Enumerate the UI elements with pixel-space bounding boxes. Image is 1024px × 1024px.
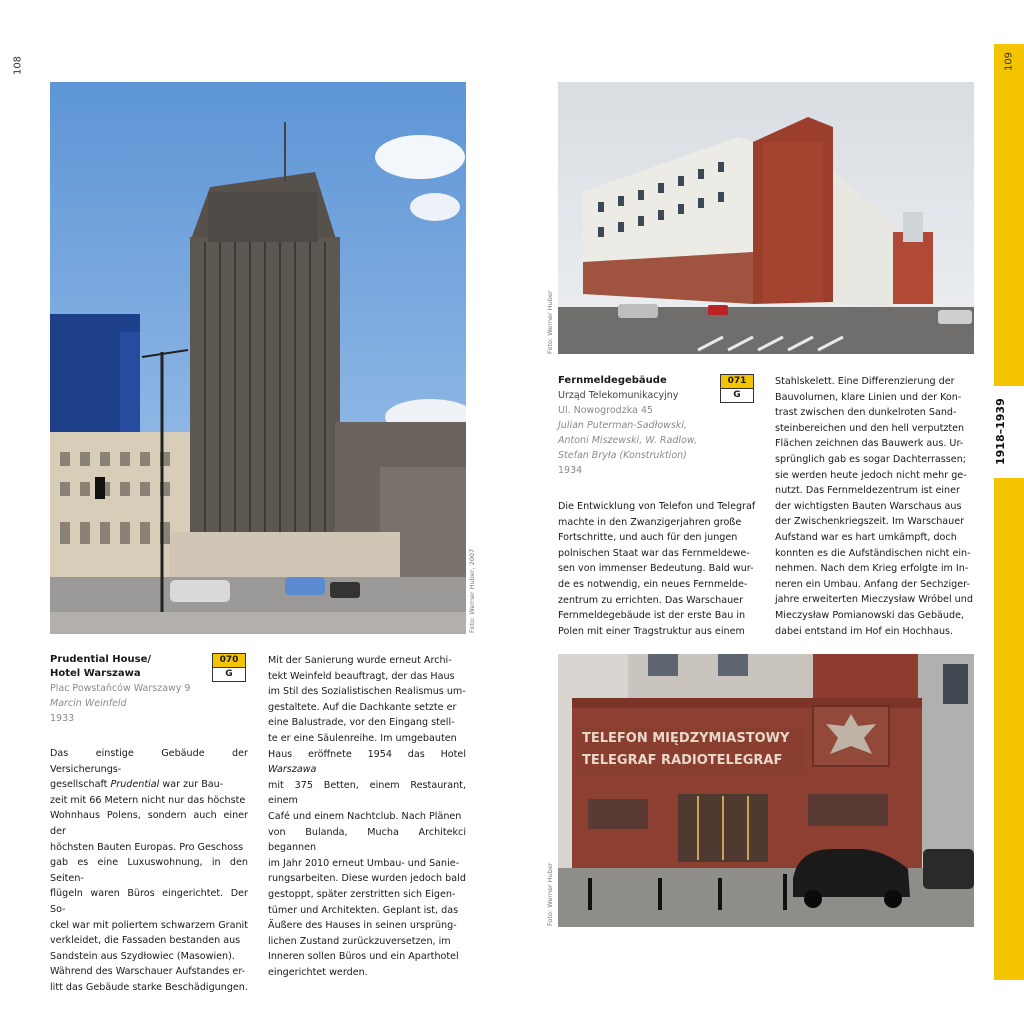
entry-title-line1: Prudential House/ <box>50 654 152 665</box>
badge-number: 071 <box>721 375 753 389</box>
photo-credit-right-top: Foto: Werner Huber <box>546 290 554 354</box>
entry-title-line2: Hotel Warszawa <box>50 668 141 679</box>
facade-sign-illustration <box>558 654 974 927</box>
chapter-sidebar <box>994 44 1024 980</box>
entry-year: 1933 <box>50 713 75 724</box>
entry-architect: Marcin Weinfeld <box>50 698 127 709</box>
page-number-right: 109 <box>1003 51 1015 72</box>
photo-facade-sign <box>558 654 974 927</box>
page-number-left: 108 <box>12 55 24 76</box>
facade-sign-line1: TELEFON MIĘDZYMIASTOWY <box>582 731 790 746</box>
body-column-2: Mit der Sanierung wurde erneut Archi- tekt Weinfeld beauftragt, der das Haus im Stil des Sozialistischen Realismus um- gestaltete. Auf die Dachkante setzte er eine Balustrade, vor den Eingang stell- te er eine Säulenreihe. Im umgebauten Haus eröffnete 1954 das Hotel Warszawa mit 375 Betten, einem Restaurant, einem Café und einem Nachtclub. Nach Plänen von Bulanda, Mucha Architekci begannen im Jahr 2010 erneut Umbau- und Sanie- rungsarbeiten. Diese wurden jedoch bald gestoppt, später zerstritten sich Eigen- tümer und Architekten. Geplant ist, das Äußere des Hauses in seinen ursprüng- lichen Zustand zurückzuversetzen, im Inneren sollen Büros und ein Aparthotel eingerichtet werden. <box>268 655 466 978</box>
entry-title: Fernmeldegebäude <box>558 375 667 386</box>
entry-subtitle: Urząd Telekomunikacyjny <box>558 390 679 401</box>
body-column-2: Stahlskelett. Eine Differenzierung der Bauvolumen, klare Linien und der Kon- trast zwischen den dunkelroten Sand- steinbereichen und den hell verputzten Flächen zeichnen das Bauwerk aus. Ur- sprünglich gab es sogar Dachterrassen; sie werden heute jedoch nicht mehr ge- nutzt. Das Fernmeldezentrum ist einer der wichtigsten Bauten Warschaus aus der Zwischenkriegszeit. Im Warschauer Aufstand war es hart umkämpft, doch konnten es die Aufständischen nicht ein- nehmen. Nach dem Krieg erfolgte im In- neren ein Umbau. Anfang der Sechziger- jahre erweiterten Mieczysław Wróbel und Mieczysław Pomianowski das Gebäude, dabei entstand im Hof ein Hochhaus. <box>775 376 973 637</box>
entry-address: Plac Powstańców Warszawy 9 <box>50 683 191 694</box>
photo-prudential-house <box>50 82 466 634</box>
entry-address: Ul. Nowogrodzka 45 <box>558 405 653 416</box>
body-column-1: Das einstige Gebäude der Versicherungs- gesellschaft Prudential war zur Bau- zeit mit 66 Metern nicht nur das höchste Wohnhaus Polens, sondern auch einer der höchsten Bauten Europas. Pro Geschoss gab es eine Luxuswohnung, in den Seiten- flügeln waren Büros eingerichtet. Der So- ckel war mit poliertem schwarzem Granit verkleidet, die Fassaden bestanden aus Sandstein aus Szydłowiec (Masowien). Während des Warschauer Aufstandes er- litt das Gebäude starke Beschädigungen. <box>50 748 248 993</box>
era-label: 1918–1939 <box>994 386 1024 478</box>
entry-architect-1: Julian Puterman-Sadłowski, <box>558 420 688 431</box>
photo-credit-left: Foto: Werner Huber, 2007 <box>468 548 476 633</box>
badge-number: 070 <box>213 654 245 668</box>
entry-year: 1934 <box>558 465 583 476</box>
photo-credit-right-bottom: Foto: Werner Huber <box>546 862 554 926</box>
badge-category: G <box>213 668 245 681</box>
body-column-1: Die Entwicklung von Telefon und Telegraf machte in den Zwanzigerjahren große Fortschritte, und auch für den jungen polnischen Staat war das Fernmeldewe- sen von immenser Bedeutung. Bald wur- de es notwendig, ein neues Fernmelde- zentrum zu errichten. Das Warschauer Fernmeldegebäude ist der erste Bau in Polen mit einer Tragstruktur aus einem <box>558 501 756 637</box>
entry-badge <box>720 374 754 403</box>
entry-architect-2: Antoni Miszewski, W. Radlow, <box>558 435 697 446</box>
badge-category: G <box>721 389 753 402</box>
prudential-house-illustration <box>50 82 466 634</box>
photo-fernmeldegebaeude <box>558 82 974 354</box>
entry-architect-3: Stefan Bryła (Konstruktion) <box>558 450 687 461</box>
facade-sign-line2: TELEGRAF RADIOTELEGRAF <box>582 753 783 768</box>
entry-badge <box>212 653 246 682</box>
fernmeldegebaeude-illustration <box>558 82 974 354</box>
